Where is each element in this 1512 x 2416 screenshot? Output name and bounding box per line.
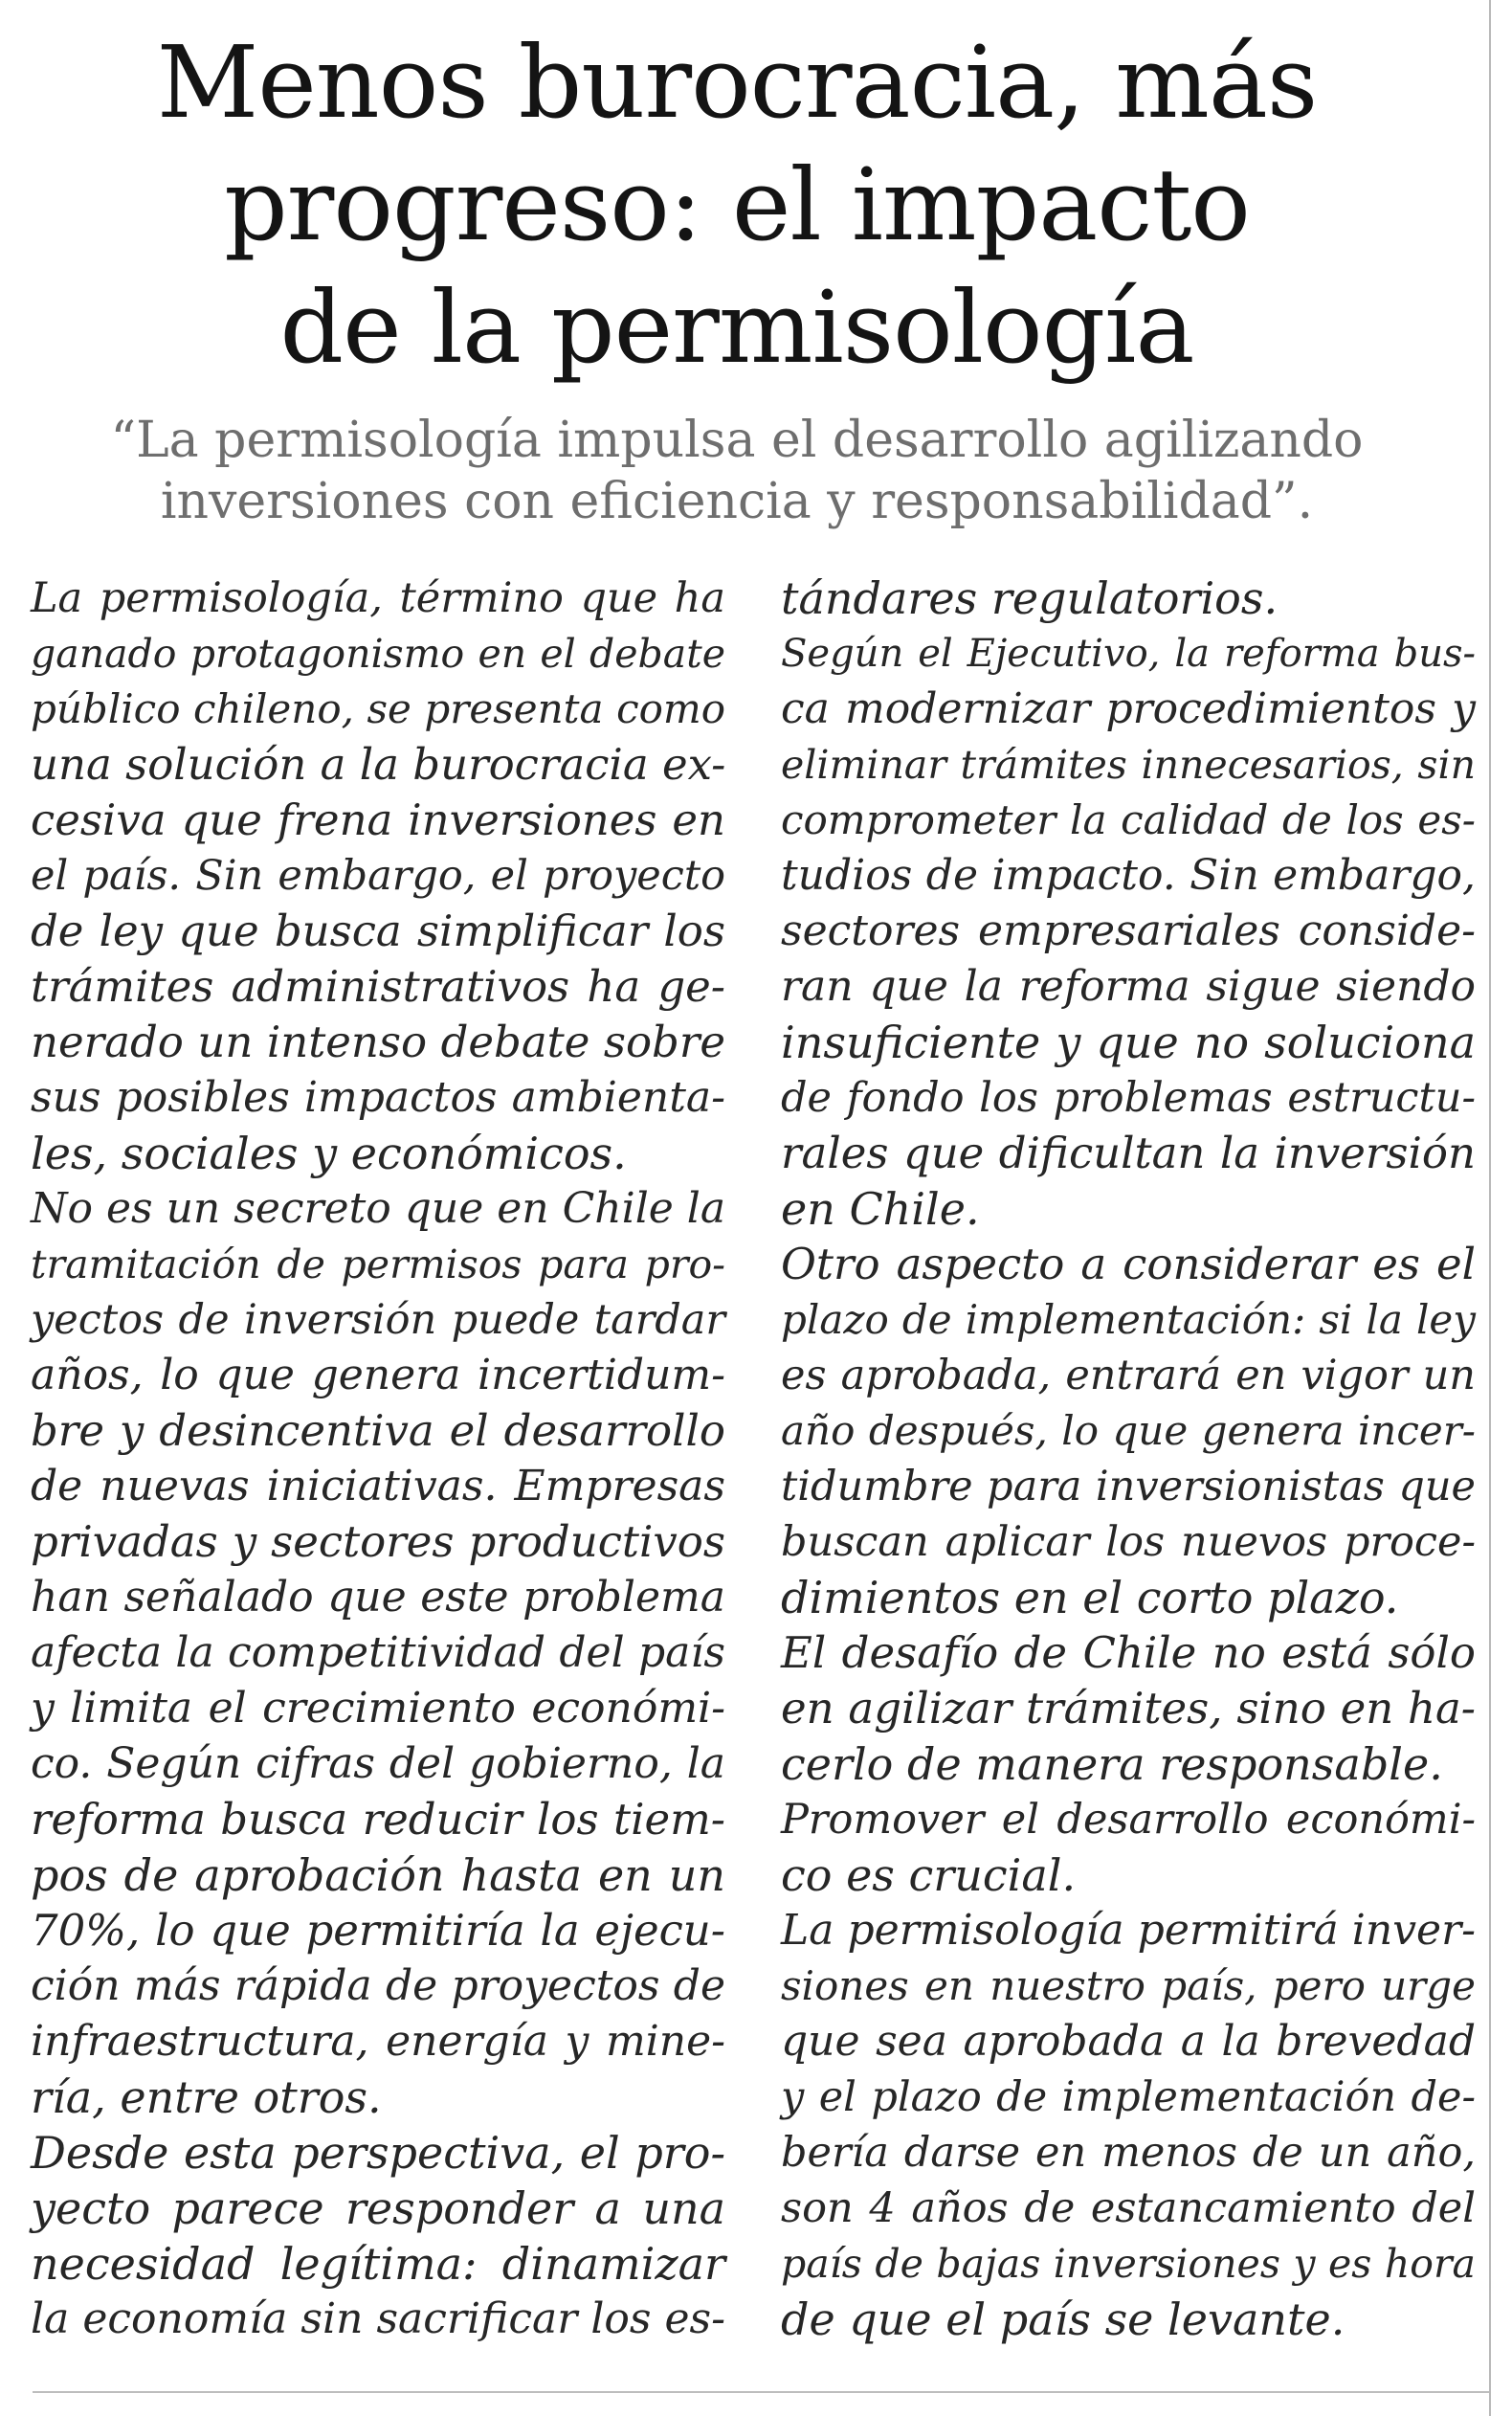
body-text-line: de ley que busca simplificar los — [31, 906, 725, 956]
deck-quote — [57, 410, 1416, 532]
body-text-line: ca modernizar procedimientos y — [781, 684, 1476, 733]
body-text-line: tudios de impacto. Sin embargo, — [781, 851, 1476, 900]
body-text-line: ganado protagonismo en el debate — [31, 631, 725, 677]
body-text-line: Otro aspecto a considerar es el — [781, 1239, 1476, 1289]
body-text-line: Según el Ejecutivo, la reforma bus- — [781, 632, 1476, 676]
body-text-line: en Chile. — [781, 1183, 980, 1235]
body-text-line: yectos de inversión puede tardar — [31, 1296, 725, 1344]
body-text-line: Promover el desarrollo económi- — [781, 1796, 1476, 1844]
body-text-line: han señalado que este problema — [31, 1573, 725, 1622]
body-text-line: ría, entre otros. — [31, 2071, 382, 2123]
body-text-line: 70%, lo que permitiría la ejecu- — [31, 1905, 725, 1956]
body-text-line: Desde esta perspectiva, el pro- — [31, 2127, 725, 2179]
body-text-line: co es crucial. — [781, 1849, 1077, 1901]
body-text-line: de que el país se levante. — [781, 2293, 1345, 2345]
deck-line: “La permisología impulsa el desarrollo agilizando — [110, 412, 1364, 469]
body-text-line: co. Según cifras del gobierno, la — [31, 1739, 725, 1788]
body-text-line: tidumbre para inversionistas que — [781, 1463, 1476, 1510]
body-text-line: infraestructura, energía y mine- — [31, 2017, 725, 2066]
body-text-line: les, sociales y económicos. — [31, 1128, 627, 1179]
headline-line: progreso: el impacto — [224, 146, 1250, 263]
body-text-line: dimientos en el corto plazo. — [781, 1572, 1399, 1623]
body-text-line: que sea aprobada a la brevedad — [781, 2017, 1476, 2066]
body-text-line: y el plazo de implementación de- — [781, 2073, 1476, 2121]
body-text-line: en agilizar trámites, sino en ha- — [781, 1683, 1476, 1734]
headline — [57, 21, 1416, 389]
body-text-line: reforma busca reducir los tiem- — [31, 1794, 725, 1845]
body-column-left — [31, 570, 725, 2347]
body-text-line: eliminar trámites innecesarios, sin — [781, 742, 1476, 788]
body-text-line: ran que la reforma sigue siendo — [781, 962, 1476, 1011]
body-text-line: La permisología, término que ha — [31, 574, 725, 622]
body-text-line: años, lo que genera incertidum- — [31, 1351, 725, 1399]
body-text-line: cerlo de manera responsable. — [781, 1738, 1443, 1790]
body-column-right — [781, 570, 1476, 2347]
body-text-line: pos de aprobación hasta en un — [31, 1849, 725, 1901]
body-text-line: No es un secreto que en Chile la — [31, 1184, 726, 1233]
body-text-line: son 4 años de estancamiento del — [781, 2184, 1476, 2232]
column-rule-right — [1489, 0, 1491, 2416]
body-text-line: año después, lo que genera incer- — [781, 1407, 1476, 1454]
body-text-line: nerado un intenso debate sobre — [31, 1017, 725, 1067]
body-text-line: insuficiente y que no soluciona — [781, 1017, 1476, 1068]
body-text-line: necesidad legítima: dinamizar — [31, 2238, 725, 2290]
body-text-line: sus posibles impactos ambienta- — [31, 1073, 725, 1122]
body-text-line: tándares regulatorios. — [781, 572, 1279, 624]
body-text-line: plazo de implementación: si la ley — [781, 1296, 1476, 1343]
body-text-line: la economía sin sacrificar los es- — [31, 2294, 725, 2343]
body-text-line: una solución a la burocracia ex- — [31, 739, 726, 790]
body-text-line: el país. Sin embargo, el proyecto — [31, 852, 725, 900]
body-text-line: tramitación de permisos para pro- — [31, 1242, 725, 1287]
body-text-line: trámites administrativos ha ge- — [31, 961, 725, 1012]
body-text-line: buscan aplicar los nuevos proce- — [781, 1518, 1476, 1566]
body-text-line: país de bajas inversiones y es hora — [781, 2241, 1476, 2287]
body-text-line: bre y desincentiva el desarrollo — [31, 1405, 725, 1456]
body-text-line: es aprobada, entrará en vigor un — [781, 1352, 1476, 1399]
body-text-line: siones en nuestro país, pero urge — [781, 1962, 1476, 2009]
body-text-line: público chileno, se presenta como — [31, 685, 725, 732]
body-text-line: yecto parece responder a una — [31, 2182, 725, 2234]
body-text-line: La permisología permitirá inver- — [781, 1906, 1476, 1955]
body-text-line: comprometer la calidad de los es- — [781, 796, 1476, 843]
body-text-line: y limita el crecimiento económi- — [31, 1684, 725, 1733]
body-text-line: cesiva que frena inversiones en — [31, 794, 725, 845]
deck-line: inversiones con eficiencia y responsabilidad”. — [160, 473, 1314, 530]
headline-line: Menos burocracia, más — [156, 24, 1318, 141]
body-text-line: bería darse en menos de un año, — [781, 2129, 1476, 2177]
body-text-line: afecta la competitividad del país — [31, 1628, 725, 1677]
body-text-line: ción más rápida de proyectos de — [31, 1961, 725, 2010]
body-text-line: de fondo los problemas estructu- — [781, 1074, 1476, 1122]
bottom-rule — [33, 2391, 1489, 2393]
body-text-line: privadas y sectores productivos — [31, 1516, 725, 1567]
body-text-line: sectores empresariales conside- — [781, 906, 1476, 955]
body-text-line: rales que dificultan la inversión — [781, 1128, 1476, 1178]
body-text-line: El desafío de Chile no está sólo — [781, 1627, 1476, 1678]
headline-line: de la permisología — [279, 269, 1194, 386]
body-text-line: de nuevas iniciativas. Empresas — [31, 1462, 725, 1510]
